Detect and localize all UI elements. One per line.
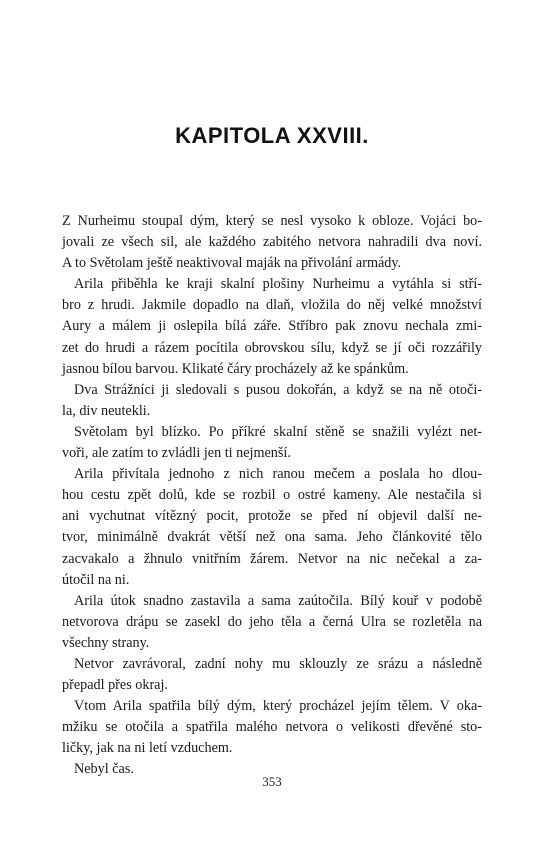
text-line: Arila přivítala jednoho z nich ranou mečem a poslala ho dlou- xyxy=(74,466,482,483)
paragraph xyxy=(62,211,482,274)
text-line: A to Světolam ještě neaktivoval maják na přivolání armády. xyxy=(62,255,402,272)
text-line: přepadl přes okraj. xyxy=(62,677,168,694)
text-line: Světolam byl blízko. Po příkré skalní stěně se snažili vylézt net- xyxy=(74,423,482,440)
text-line: hou cestu zpět dolů, kde se rozbil o ostré kameny. Ale nestačila si xyxy=(62,487,482,504)
text-line: ani vychutnat vítězný pocit, protože se před ní objevil další ne- xyxy=(62,508,482,525)
text-line: ličky, jak na ni letí vzduchem. xyxy=(62,740,233,757)
text-line: Aury a málem ji oslepila bílá záře. Stříbro pak znovu nechala zmi- xyxy=(62,318,482,335)
text-line: netvorova drápu se zasekl do jeho těla a černá Ulra se rozletěla na xyxy=(62,613,482,630)
text-line: Nebyl čas. xyxy=(74,761,134,778)
text-line: zet do hrudi a rázem pocítila obrovskou sílu, když se jí oči rozzářily xyxy=(62,339,482,356)
chapter-body xyxy=(62,211,482,781)
text-line: voři, ale zatím to zvládli jen ti nejmenší. xyxy=(62,445,291,462)
text-line: všechny strany. xyxy=(62,634,150,651)
paragraph xyxy=(62,464,482,591)
paragraph xyxy=(62,591,482,654)
paragraph xyxy=(62,380,482,422)
page-number: 353 xyxy=(262,774,282,789)
text-line: jovali ze všech sil, ale každého zabitého netvora nahradili dva noví. xyxy=(62,234,482,251)
text-line: zacvakalo a žhnulo vnitřním žárem. Netvor na nic nečekal a za- xyxy=(62,550,482,567)
text-line: Netvor zavrávoral, zadní nohy mu sklouzly ze srázu a následně xyxy=(74,655,482,672)
text-line: Vtom Arila spatřila bílý dým, který procházel jejím tělem. V oka- xyxy=(74,698,482,715)
text-line: útočil na ni. xyxy=(62,571,130,588)
text-line: mžiku se otočila a spatřila malého netvora o velikosti dřevěné sto- xyxy=(62,719,482,736)
text-line: Z Nurheimu stoupal dým, který se nesl vysoko k obloze. Vojáci bo- xyxy=(62,213,482,229)
chapter-title: KAPITOLA XXVIII. xyxy=(175,123,369,148)
paragraph xyxy=(62,274,482,379)
text-line: jasnou bílou barvou. Klikaté čáry procházely až ke spánkům. xyxy=(62,360,409,377)
text-line: Dva Strážníci ji sledovali s pusou dokořán, a když se na ně otoči- xyxy=(74,381,482,398)
paragraph xyxy=(62,422,482,464)
paragraph xyxy=(62,696,482,759)
text-line: la, div neutekli. xyxy=(62,402,151,419)
text-line: bro z hrudi. Jakmile dopadlo na dlaň, vložila do něj velké množství xyxy=(62,297,482,314)
text-line: Arila útok snadno zastavila a sama zaútočila. Bílý kouř v podobě xyxy=(74,592,482,609)
paragraph xyxy=(62,654,482,696)
text-line: tvor, minimálně dvakrát větší než ona sama. Jeho článkovité tělo xyxy=(62,529,482,546)
text-line: Arila přiběhla ke kraji skalní plošiny Nurheimu a vytáhla si stří- xyxy=(74,276,482,293)
